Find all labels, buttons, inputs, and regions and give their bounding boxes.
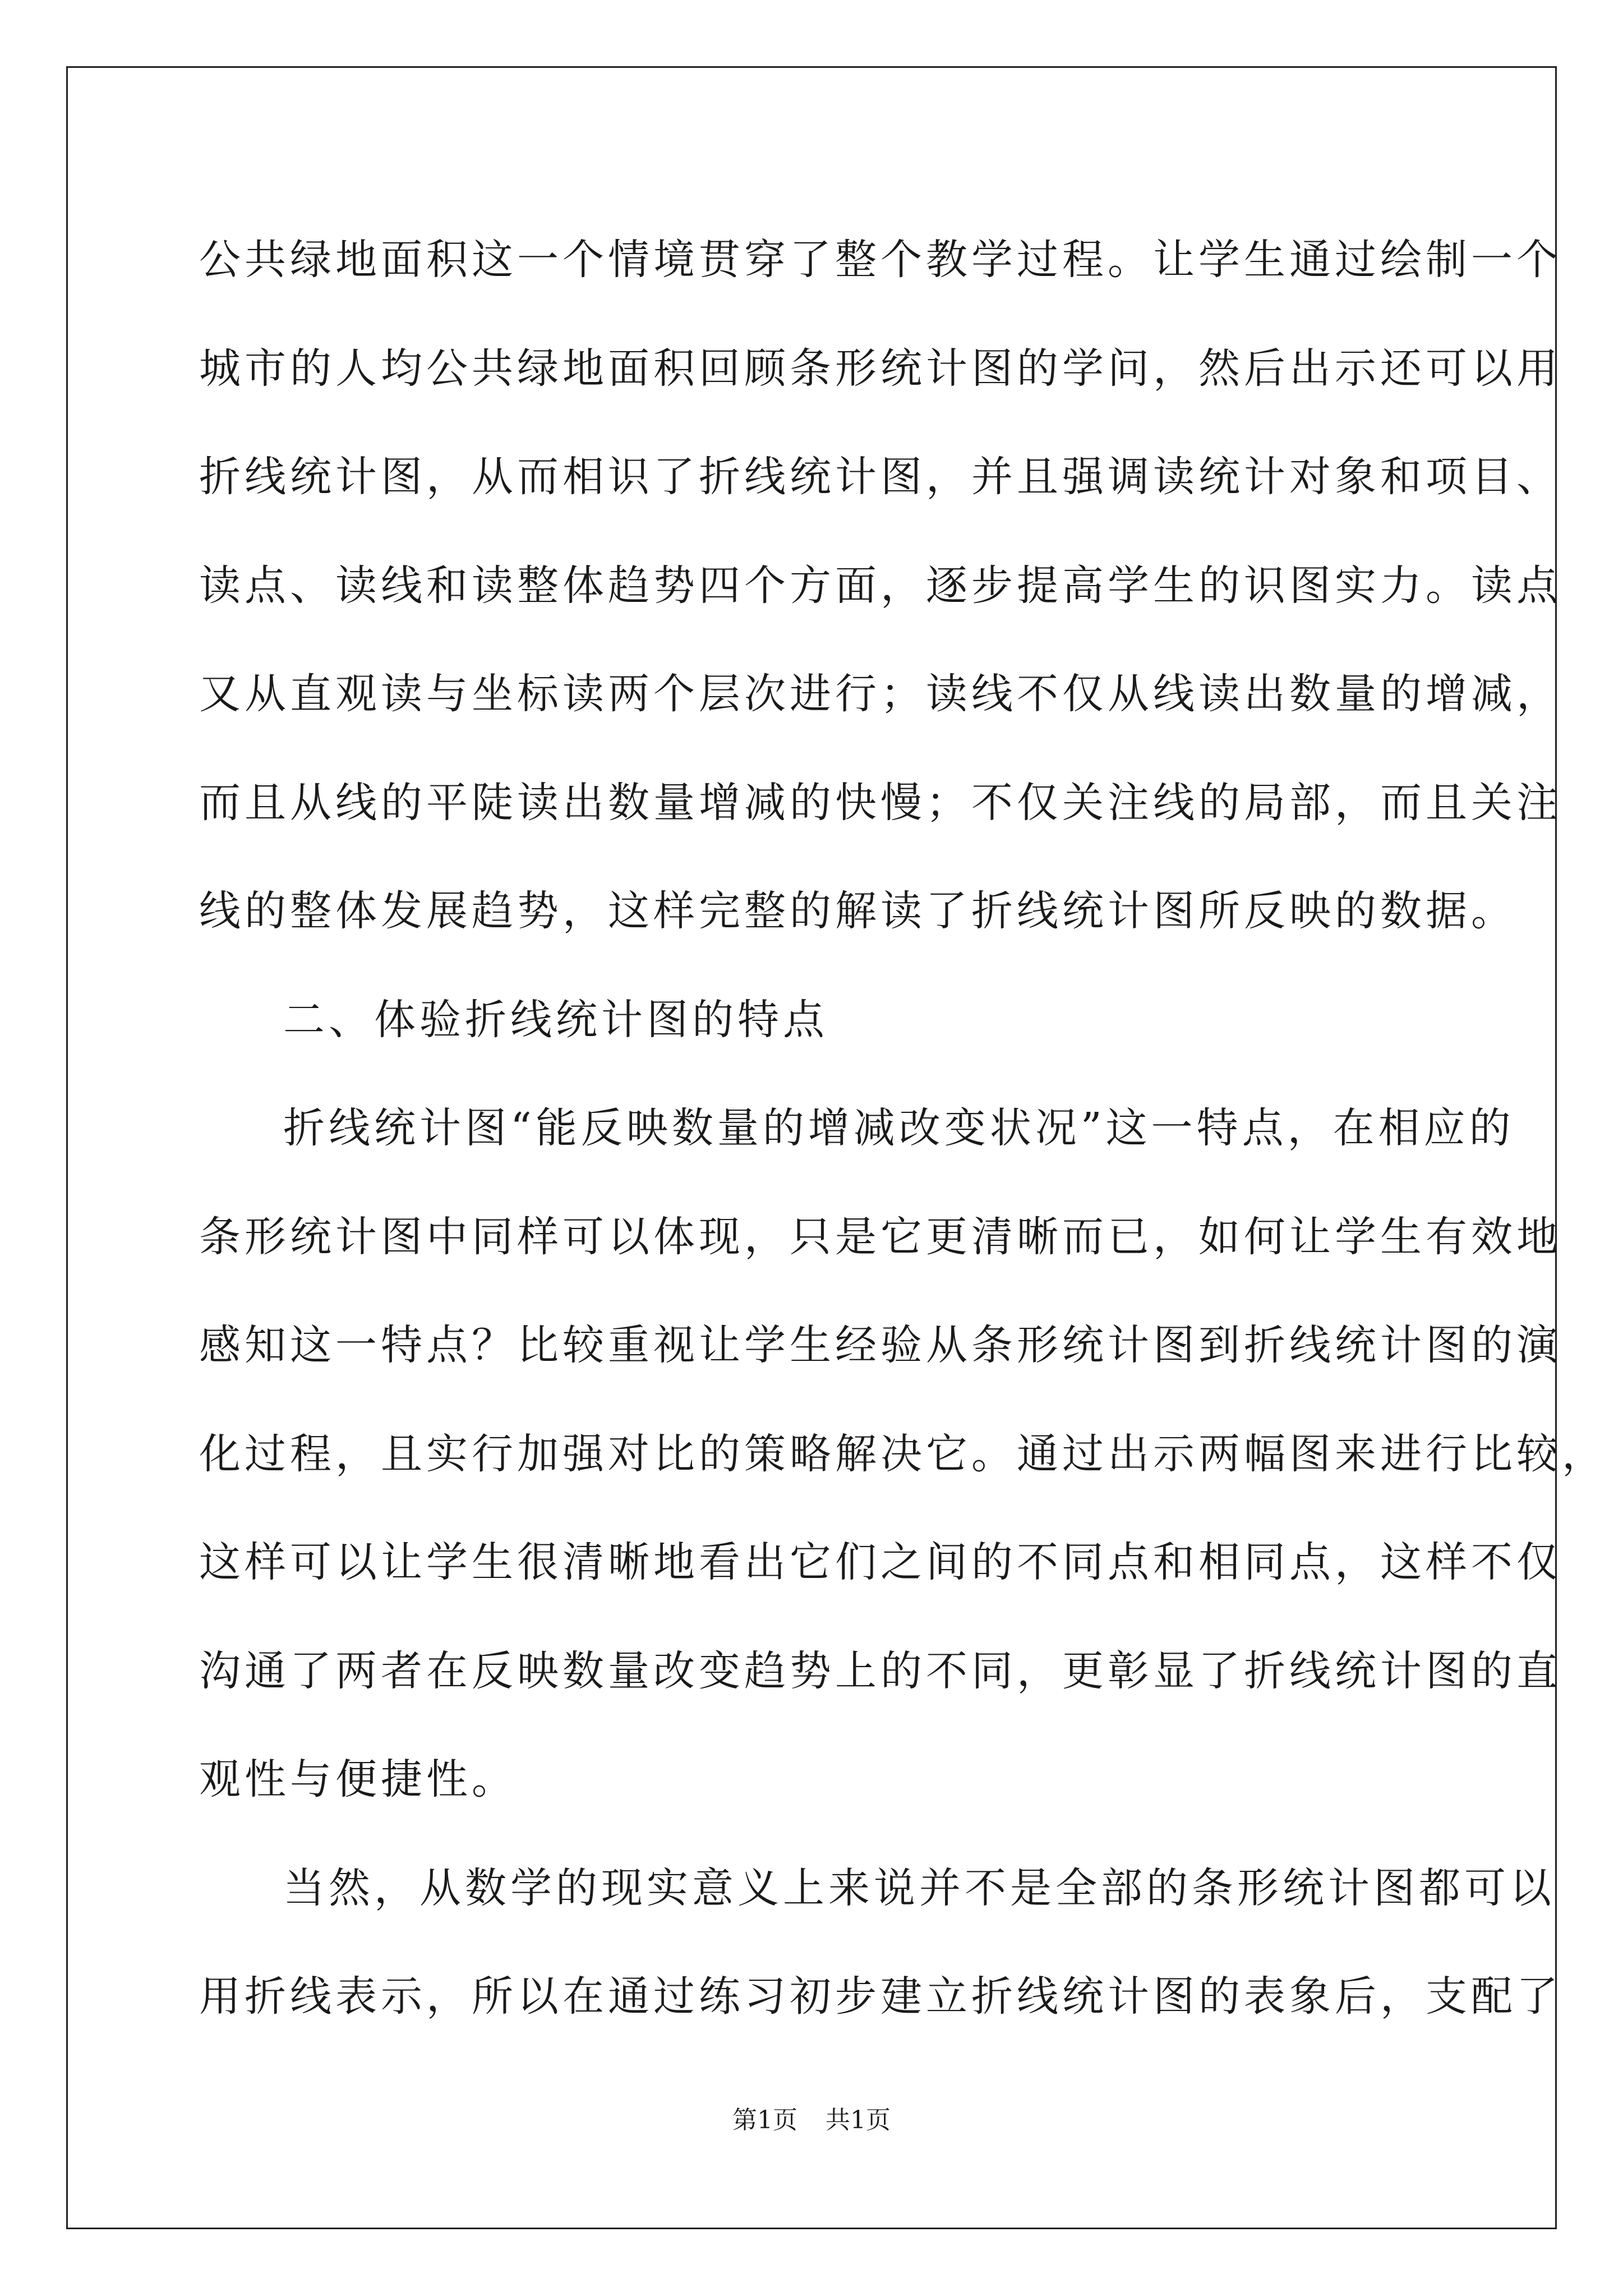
text-line: 感知这一特点？比较重视让学生经验从条形统计图到折线统计图的演: [199, 1321, 1562, 1369]
page-number: 第1页: [732, 2106, 797, 2134]
text-line: 观性与便捷性。: [199, 1755, 517, 1803]
text-line: 条形统计图中同样可以体现，只是它更清晰而已，如何让学生有效地: [199, 1212, 1562, 1261]
text-line: 二、体验折线统计图的特点: [283, 995, 828, 1044]
text-line: 而且从线的平陡读出数量增减的快慢；不仅关注线的局部，而且关注: [199, 778, 1562, 827]
text-line: 读点、读线和读整体趋势四个方面，逐步提高学生的识图实力。读点: [199, 561, 1562, 610]
text-line: 化过程，且实行加强对比的策略解决它。通过出示两幅图来进行比较，: [199, 1429, 1607, 1478]
text-line: 折线统计图，从而相识了折线统计图，并且强调读统计对象和项目、: [199, 453, 1562, 501]
text-line: 城市的人均公共绿地面积回顾条形统计图的学问，然后出示还可以用: [199, 344, 1562, 393]
text-line: 沟通了两者在反映数量改变趋势上的不同，更彰显了折线统计图的直: [199, 1646, 1562, 1695]
text-line: 用折线表示，所以在通过练习初步建立折线统计图的表象后，支配了: [199, 1972, 1562, 2021]
text-line: 线的整体发展趋势，这样完整的解读了折线统计图所反映的数据。: [199, 887, 1516, 935]
text-line: 折线统计图“能反映数量的增减改变状况”这一特点，在相应的: [283, 1104, 1515, 1152]
document-body: [199, 218, 1607, 2063]
page-footer: [0, 2104, 1623, 2137]
text-line: 公共绿地面积这一个情境贯穿了整个教学过程。让学生通过绘制一个: [199, 236, 1562, 284]
text-line: 当然，从数学的现实意义上来说并不是全部的条形统计图都可以: [283, 1864, 1555, 1912]
text-line: 又从直观读与坐标读两个层次进行；读线不仅从线读出数量的增减，: [199, 670, 1562, 718]
text-line: 这样可以让学生很清晰地看出它们之间的不同点和相同点，这样不仅: [199, 1538, 1562, 1586]
page-total: 共1页: [826, 2106, 891, 2134]
